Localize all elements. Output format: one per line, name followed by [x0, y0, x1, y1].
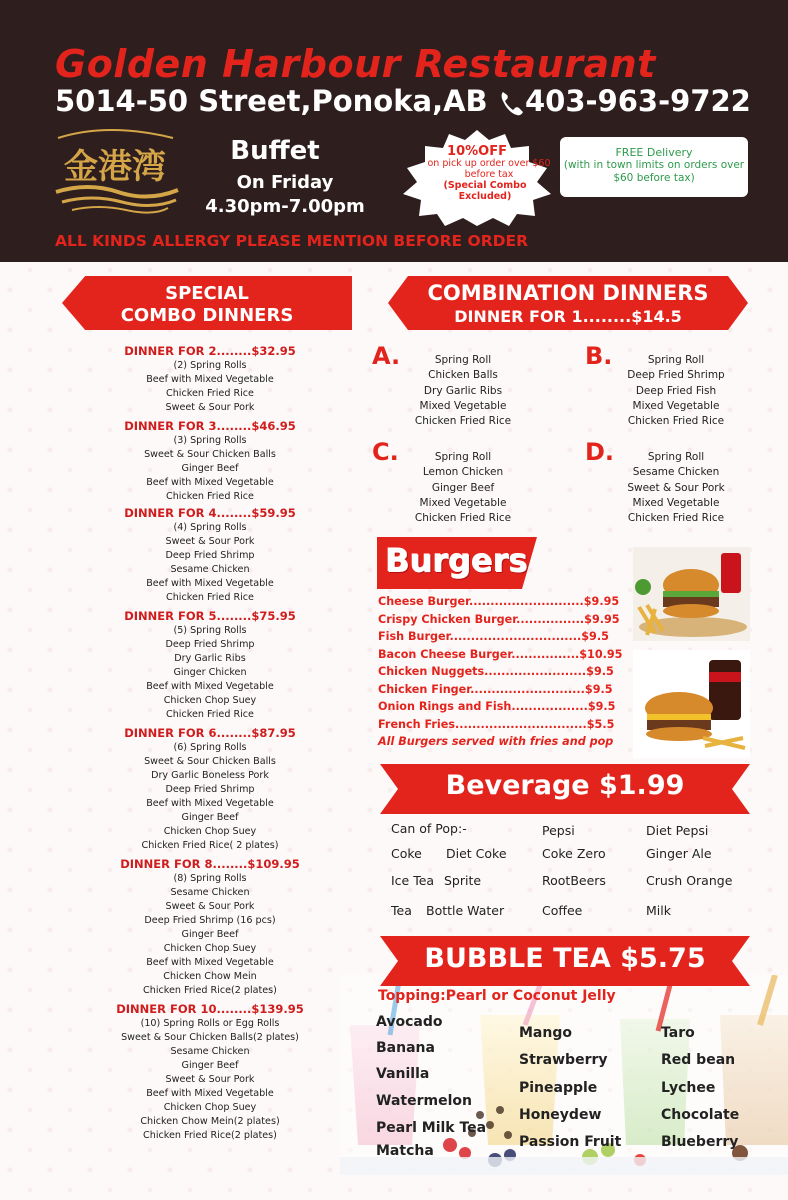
dinner-item: Ginger Beef — [181, 463, 239, 474]
bubble-tea-title: BUBBLE TEA $5.75 — [424, 943, 706, 974]
beverage-label: Can of Pop:- — [391, 821, 467, 836]
dinner-item: Ginger Beef — [181, 929, 239, 940]
allergy-notice: ALL KINDS ALLERGY PLEASE MENTION BEFORE ORDER — [55, 232, 529, 250]
dinner-item: Deep Fried Shrimp — [165, 550, 255, 561]
beverage-item: Bottle Water — [426, 903, 505, 918]
burger-list — [378, 593, 630, 750]
beverage-item: Coke Zero — [542, 846, 606, 861]
set-b-letter: B. — [585, 342, 613, 370]
special-combo-title-line2: COMBO DINNERS — [120, 305, 294, 326]
dinner-item: Beef with Mixed Vegetable — [146, 957, 274, 968]
combination-price: DINNER FOR 1........$14.5 — [454, 307, 682, 326]
burger-note: All Burgers served with fries and pop — [378, 735, 614, 748]
set-c-items — [398, 450, 528, 526]
dinner-item: Chicken Chop Suey — [163, 1102, 257, 1113]
set-item: Mixed Vegetable — [632, 496, 720, 509]
beverage-item: Milk — [646, 903, 671, 918]
set-item: Deep Fried Shrimp — [627, 369, 725, 382]
flavor-item: Chocolate — [661, 1107, 740, 1123]
dinner-item: Chicken Fried Rice — [166, 709, 254, 720]
dinner-item: (5) Spring Rolls — [173, 625, 247, 636]
flavor-item: Red bean — [661, 1052, 736, 1068]
dinner-item: Chicken Chop Suey — [163, 695, 257, 706]
buffet-time: 4.30pm-7.00pm — [205, 196, 365, 217]
set-item: Dry Garlic Ribs — [423, 384, 503, 397]
dinner-item: Deep Fried Shrimp — [165, 639, 255, 650]
set-item: Chicken Fried Rice — [414, 512, 512, 525]
dinner-item: Sesame Chicken — [170, 1046, 250, 1057]
dinner-heading: DINNER FOR 5........$75.95 — [124, 609, 296, 623]
dinner-for-5 — [60, 608, 360, 722]
dinner-item: Chicken Chop Suey — [163, 943, 257, 954]
dinner-heading: DINNER FOR 4........$59.95 — [124, 506, 296, 520]
flavor-item: Watermelon — [376, 1093, 472, 1109]
set-item: Sesame Chicken — [632, 466, 720, 479]
burger-item: Cheese Burger...........................$9.95 — [378, 595, 620, 608]
set-item: Spring Roll — [434, 354, 492, 366]
dinner-item: Beef with Mixed Vegetable — [146, 477, 274, 488]
set-a-items — [398, 353, 528, 429]
burger-item: French Fries...............................$5.5 — [378, 717, 615, 731]
dinner-item: Sweet & Sour Chicken Balls — [144, 449, 276, 460]
set-item: Spring Roll — [647, 354, 705, 366]
burger-item: Chicken Finger...........................$9.5 — [378, 682, 613, 696]
beverage-item: Ice Tea — [391, 873, 435, 888]
dinner-item: Chicken Fried Rice(2 plates) — [143, 985, 277, 996]
dinner-item: Sweet & Sour Pork — [165, 1074, 255, 1085]
svg-text:金港湾: 金港湾 — [64, 147, 166, 187]
dinner-heading: DINNER FOR 3........$46.95 — [124, 419, 296, 433]
set-item: Lemon Chicken — [422, 466, 504, 479]
dinner-for-8 — [60, 856, 360, 998]
promo-text: on pick up order over $60 before tax — [427, 158, 551, 180]
dinner-item: Ginger Beef — [181, 1060, 239, 1071]
set-item: Mixed Vegetable — [632, 399, 720, 412]
dinner-heading: DINNER FOR 8........$109.95 — [120, 857, 300, 871]
dinner-item: (6) Spring Rolls — [173, 742, 247, 753]
dinner-for-2 — [60, 343, 360, 415]
dinner-item: Beef with Mixed Vegetable — [146, 374, 274, 385]
flavor-item: Mango — [519, 1025, 572, 1041]
dinner-for-4 — [60, 505, 360, 605]
flavor-item: Strawberry — [519, 1052, 608, 1068]
beverage-title: Beverage $1.99 — [445, 770, 685, 801]
set-c-letter: C. — [372, 438, 399, 466]
set-item: Spring Roll — [647, 451, 705, 463]
dinner-item: Sweet & Sour Pork — [165, 536, 255, 547]
flavor-item: Pearl Milk Tea — [376, 1120, 487, 1136]
beverage-item: Diet Coke — [446, 846, 507, 861]
restaurant-phone: 403-963-9722 — [525, 84, 751, 118]
dinner-item: Deep Fried Shrimp — [165, 784, 255, 795]
beverage-item: Diet Pepsi — [646, 823, 709, 838]
buffet-day: On Friday — [236, 172, 334, 193]
set-b-items — [611, 353, 741, 429]
flavor-item: Honeydew — [519, 1107, 602, 1123]
dinner-item: Beef with Mixed Vegetable — [146, 1088, 274, 1099]
delivery-text: (with in town limits on orders over $60 before tax) — [563, 159, 745, 184]
restaurant-address: 5014-50 Street,Ponoka,AB — [55, 84, 488, 118]
combination-title: COMBINATION DINNERS — [427, 281, 709, 305]
dinner-item: Chicken Fried Rice — [166, 491, 254, 502]
set-a-letter: A. — [372, 342, 401, 370]
burger-photo — [633, 547, 750, 641]
burger-item: Fish Burger...............................$9.5 — [378, 630, 609, 643]
dinner-for-6 — [60, 725, 360, 853]
flavor-item: Avocado — [376, 1014, 443, 1030]
burger-item: Crispy Chicken Burger................$9.95 — [378, 612, 620, 626]
set-d-letter: D. — [585, 438, 615, 466]
dinner-item: (8) Spring Rolls — [173, 873, 247, 884]
beverage-item: Sprite — [444, 873, 482, 888]
dinner-item: Beef with Mixed Vegetable — [146, 578, 274, 589]
dinner-item: Chicken Chop Suey — [163, 826, 257, 837]
dinner-item: Sweet & Sour Chicken Balls — [144, 756, 276, 767]
dinner-item: Ginger Chicken — [173, 667, 247, 678]
dinner-for-3 — [60, 418, 360, 504]
beverage-item: RootBeers — [542, 873, 606, 888]
flavor-item: Lychee — [661, 1080, 716, 1096]
set-item: Spring Roll — [434, 451, 492, 463]
dinner-item: Sweet & Sour Pork — [165, 402, 255, 413]
dinner-item: Dry Garlic Ribs — [174, 653, 246, 664]
special-combo-title-line1: SPECIAL — [165, 283, 249, 304]
bubble-tea-topping: Topping:Pearl or Coconut Jelly — [378, 988, 616, 1004]
burger-photo — [633, 650, 750, 758]
dinner-item: Sesame Chicken — [170, 887, 250, 898]
buffet-title: Buffet — [230, 136, 320, 166]
flavor-item: Taro — [661, 1025, 695, 1041]
dinner-item: Chicken Chow Mein — [163, 971, 257, 982]
phone-icon — [498, 88, 524, 118]
beverage-item: Tea — [391, 903, 412, 918]
beverage-item: Crush Orange — [646, 873, 733, 888]
special-combo-list — [60, 343, 360, 1143]
delivery-title: FREE Delivery — [615, 146, 693, 159]
beverage-item: Coke — [391, 846, 422, 861]
set-item: Mixed Vegetable — [419, 496, 507, 509]
beverage-item: Pepsi — [542, 823, 575, 838]
dinner-item: Sweet & Sour Chicken Balls(2 plates) — [121, 1032, 299, 1043]
flavor-item: Banana — [376, 1040, 435, 1056]
flavor-item: Vanilla — [376, 1066, 430, 1082]
beverage-item: Coffee — [542, 903, 583, 918]
dinner-item: Beef with Mixed Vegetable — [146, 798, 274, 809]
promo-title: 10%OFF — [447, 144, 507, 159]
dinner-item: (3) Spring Rolls — [173, 435, 247, 446]
set-item: Chicken Balls — [428, 369, 498, 382]
dinner-item: Chicken Chow Mein(2 plates) — [140, 1116, 280, 1127]
dinner-item: Deep Fried Shrimp (16 pcs) — [144, 915, 276, 926]
promo-note: (Special Combo Excluded) — [443, 180, 527, 202]
dinner-heading: DINNER FOR 2........$32.95 — [124, 344, 296, 358]
set-item: Mixed Vegetable — [419, 399, 507, 412]
dinner-item: Beef with Mixed Vegetable — [146, 681, 274, 692]
flavor-item: Passion Fruit — [519, 1134, 622, 1150]
set-item: Deep Fried Fish — [635, 384, 717, 397]
set-item: Chicken Fried Rice — [627, 512, 725, 525]
dinner-item: Chicken Fried Rice — [166, 388, 254, 399]
dinner-item: Sweet & Sour Pork — [165, 901, 255, 912]
burger-item: Chicken Nuggets........................$9.5 — [378, 665, 614, 678]
set-item: Sweet & Sour Pork — [627, 481, 725, 494]
dinner-item: Chicken Fried Rice(2 plates) — [143, 1130, 277, 1141]
flavor-item: Pineapple — [519, 1080, 598, 1096]
dinner-for-10 — [60, 1001, 360, 1143]
dinner-heading: DINNER FOR 6........$87.95 — [124, 726, 296, 740]
set-item: Chicken Fried Rice — [414, 415, 512, 428]
dinner-item: Chicken Fried Rice( 2 plates) — [141, 840, 279, 851]
dinner-item: Sesame Chicken — [170, 564, 250, 575]
burgers-title: Burgers — [385, 542, 529, 580]
dinner-item: Dry Garlic Boneless Pork — [151, 770, 269, 781]
set-item: Chicken Fried Rice — [627, 415, 725, 428]
burger-item: Onion Rings and Fish..................$9.5 — [378, 700, 616, 713]
dinner-item: Chicken Fried Rice — [166, 592, 254, 603]
flavor-item: Blueberry — [661, 1134, 739, 1150]
restaurant-logo — [48, 126, 183, 216]
dinner-item: (2) Spring Rolls — [173, 360, 247, 371]
dinner-item: Ginger Beef — [181, 812, 239, 823]
beverage-item: Ginger Ale — [646, 846, 712, 861]
flavor-item: Matcha — [376, 1143, 434, 1159]
dinner-item: (4) Spring Rolls — [173, 522, 247, 533]
dinner-item: (10) Spring Rolls or Egg Rolls — [140, 1018, 280, 1029]
burger-item: Bacon Cheese Burger................$10.95 — [378, 647, 623, 661]
set-item: Ginger Beef — [431, 481, 495, 494]
dinner-heading: DINNER FOR 10........$139.95 — [116, 1002, 304, 1016]
set-d-items — [611, 450, 741, 526]
restaurant-title: Golden Harbour Restaurant — [55, 42, 656, 86]
